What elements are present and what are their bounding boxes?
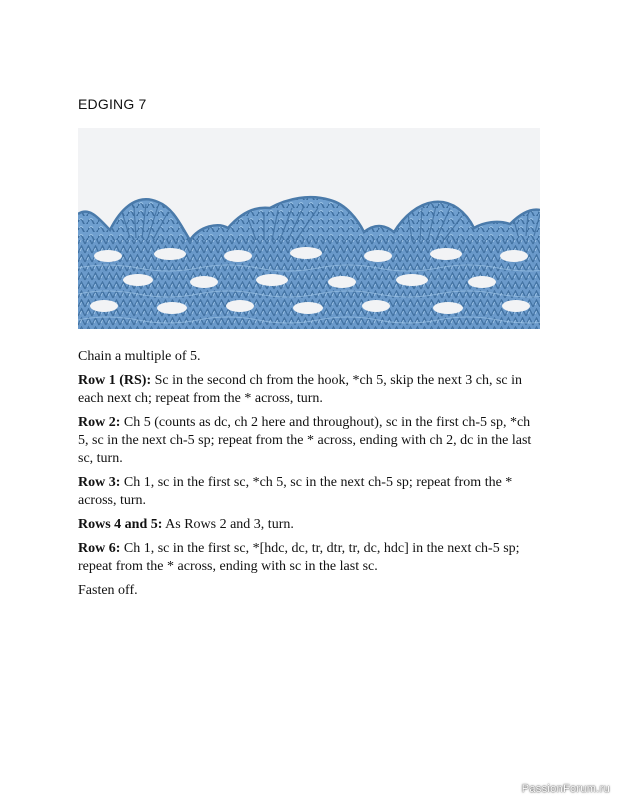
- pattern-title: EDGING 7: [78, 96, 147, 112]
- row-1: [78, 372, 544, 408]
- watermark: PassionForum.ru: [521, 783, 610, 795]
- pattern-instructions: [78, 348, 544, 606]
- row-3: [78, 474, 544, 510]
- intro-text: Chain a multiple of 5.: [78, 349, 201, 364]
- row-2: [78, 414, 544, 468]
- crochet-edging-illustration: [78, 128, 540, 329]
- row-1-text: Sc in the second ch from the hook, *ch 5, skip the next 3 ch, sc in each next ch; repeat from the * across, turn.: [78, 373, 523, 406]
- row-1-label: Row 1 (RS):: [78, 373, 152, 388]
- row-6-text: Ch 1, sc in the first sc, *[hdc, dc, tr, dtr, tr, dc, hdc] in the next ch-5 sp; repeat from the * across, ending with sc in the last sc.: [78, 541, 520, 574]
- row-6: [78, 540, 544, 576]
- row-3-label: Row 3:: [78, 475, 121, 490]
- closing-text: Fasten off.: [78, 583, 138, 598]
- crochet-edging-photo: [78, 128, 540, 329]
- rows-4-5-text: As Rows 2 and 3, turn.: [162, 517, 294, 532]
- row-3-text: Ch 1, sc in the first sc, *ch 5, sc in the next ch-5 sp; repeat from the * across, turn.: [78, 475, 513, 508]
- row-2-text: Ch 5 (counts as dc, ch 2 here and throughout), sc in the first ch-5 sp, *ch 5, sc in the next ch-5 sp; repeat from the * across, ending with ch 2, dc in the last sc, turn.: [78, 415, 532, 466]
- row-2-label: Row 2:: [78, 415, 121, 430]
- rows-4-5-label: Rows 4 and 5:: [78, 517, 163, 532]
- row-6-label: Row 6:: [78, 541, 121, 556]
- rows-4-5: [78, 516, 544, 534]
